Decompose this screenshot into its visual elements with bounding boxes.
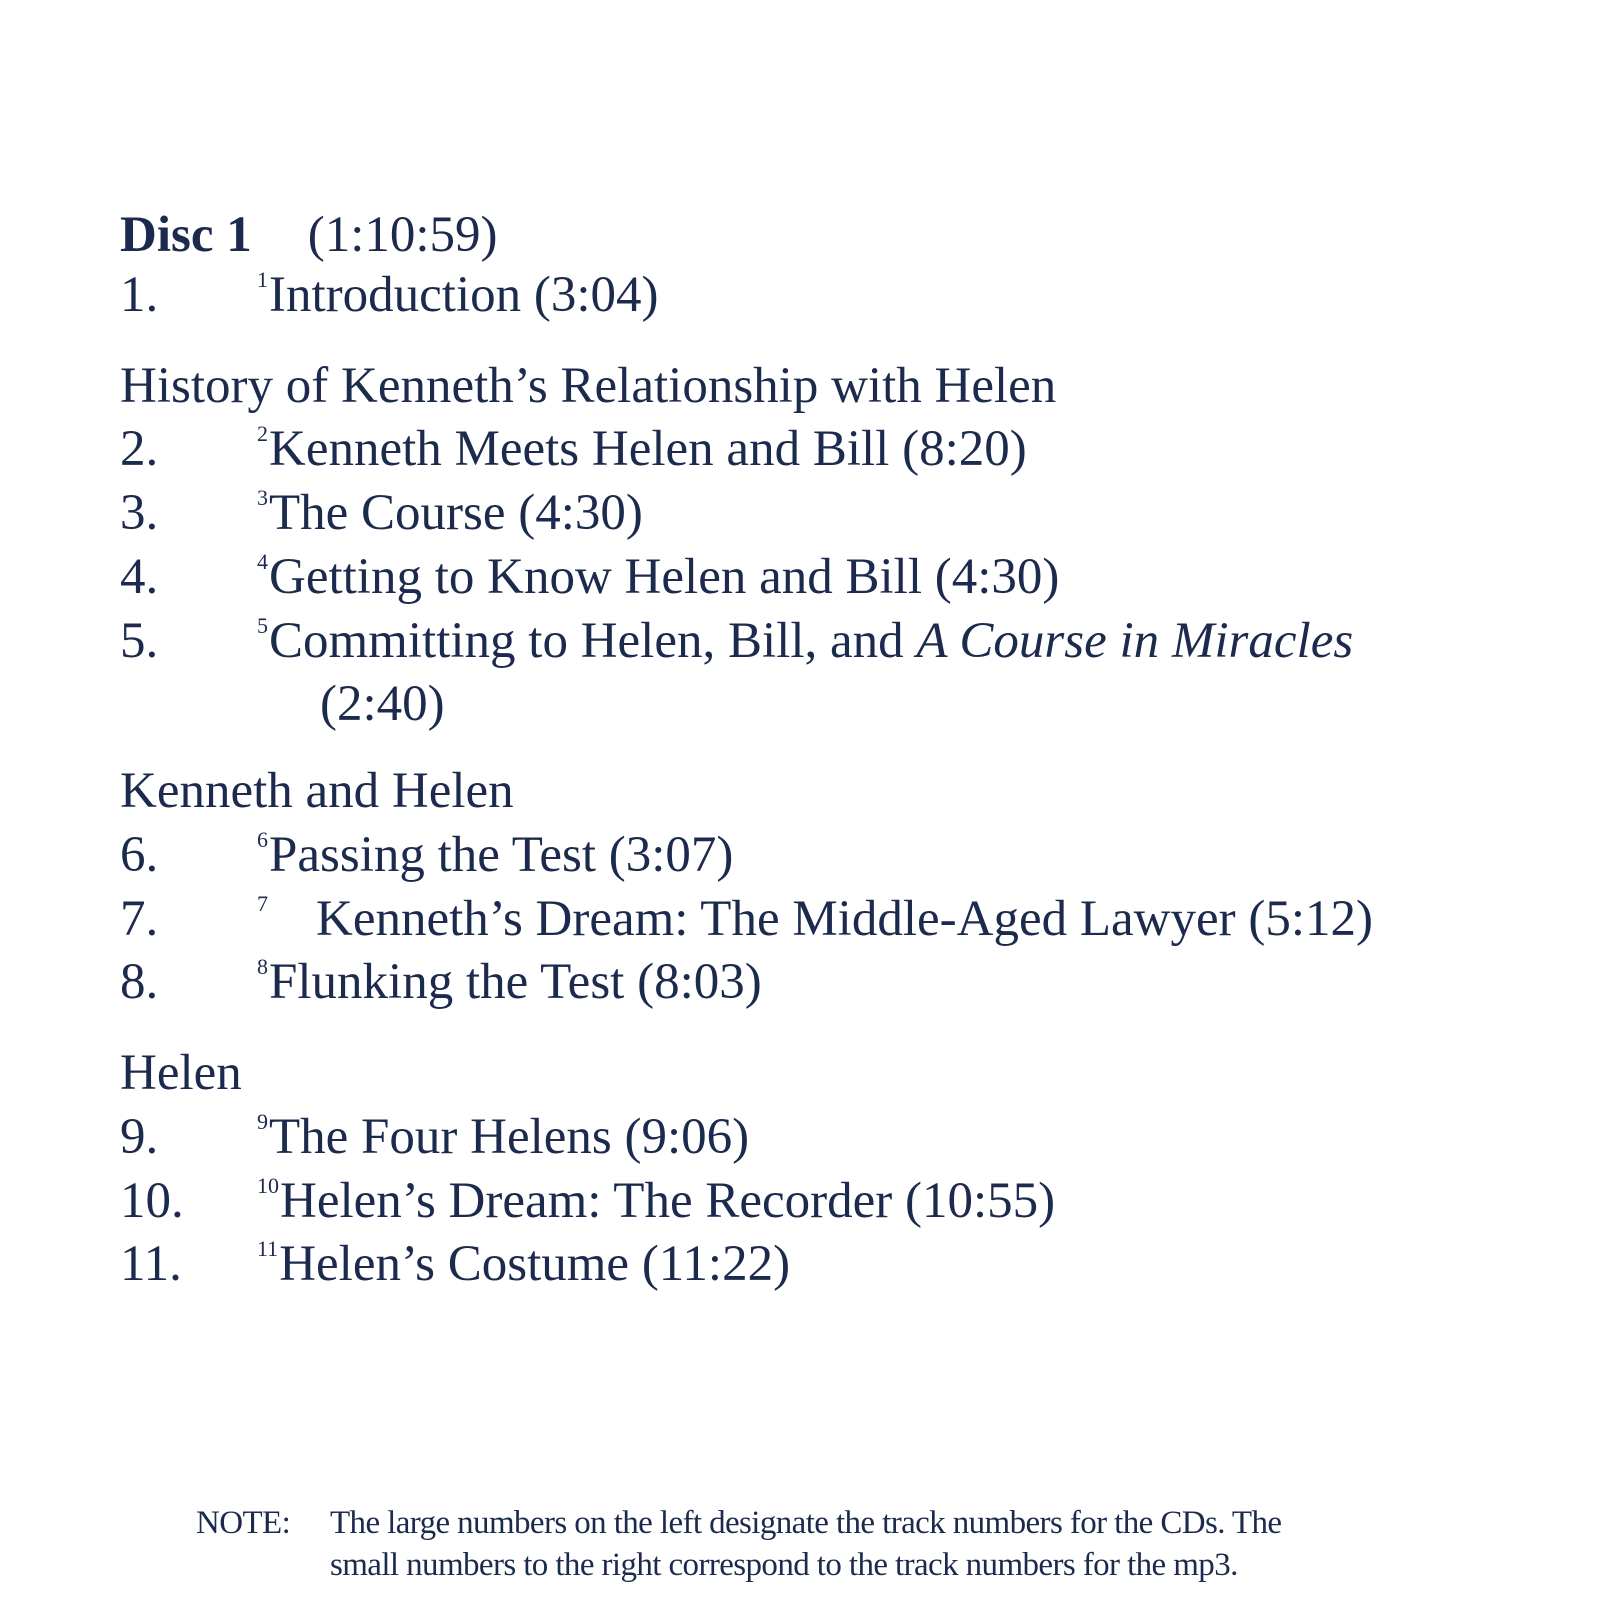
mp3-track-number: 11	[257, 1236, 279, 1261]
cd-track-number: 8.	[120, 954, 159, 1010]
mp3-track-number: 9	[257, 1109, 268, 1134]
note-line-2: small numbers to the right correspond to the track numbers for the mp3.	[330, 1547, 1238, 1583]
mp3-track-number: 7	[257, 891, 268, 916]
cd-track-number: 10.	[120, 1173, 184, 1229]
note-label: NOTE:	[196, 1505, 291, 1541]
mp3-track-number: 4	[257, 549, 268, 574]
mp3-track-number: 10	[257, 1173, 279, 1198]
cd-track-number: 6.	[120, 827, 159, 883]
cd-track-number: 4.	[120, 549, 159, 605]
track-title: Helen’s Dream: The Recorder (10:55)	[280, 1173, 1056, 1229]
mp3-track-number: 5	[257, 613, 268, 638]
section-heading: Helen	[120, 1045, 242, 1101]
track-title-italic: A Course in Miracles	[916, 613, 1354, 669]
track-title: Introduction (3:04)	[269, 267, 659, 323]
section-heading: Kenneth and Helen	[120, 763, 514, 819]
section-heading: History of Kenneth’s Relationship with Helen	[120, 358, 1057, 414]
mp3-track-number: 6	[257, 827, 268, 852]
track-title-continuation: (2:40)	[320, 676, 445, 732]
mp3-track-number: 2	[257, 421, 268, 446]
mp3-track-number: 3	[257, 485, 268, 510]
cd-track-number: 5.	[120, 613, 159, 669]
cd-track-number: 1.	[120, 267, 159, 323]
track-title: Getting to Know Helen and Bill (4:30)	[269, 549, 1060, 605]
cd-track-number: 7.	[120, 891, 159, 947]
track-title: Kenneth’s Dream: The Middle-Aged Lawyer (5:12)	[316, 891, 1373, 947]
track-title: Kenneth Meets Helen and Bill (8:20)	[269, 421, 1027, 477]
track-title: The Four Helens (9:06)	[269, 1109, 750, 1165]
cd-track-number: 2.	[120, 421, 159, 477]
disc-duration: (1:10:59)	[307, 207, 498, 263]
cd-track-number: 9.	[120, 1109, 159, 1165]
track-title: Committing to Helen, Bill, and	[269, 613, 917, 669]
track-title: Flunking the Test (8:03)	[269, 954, 762, 1010]
cd-track-number: 3.	[120, 485, 159, 541]
mp3-track-number: 1	[257, 267, 268, 292]
note-line-1: The large numbers on the left designate the track numbers for the CDs. The	[330, 1505, 1282, 1541]
track-title: Helen’s Costume (11:22)	[279, 1236, 791, 1292]
disc-label: Disc 1	[120, 207, 252, 263]
track-title: The Course (4:30)	[269, 485, 643, 541]
mp3-track-number: 8	[257, 954, 268, 979]
track-title: Passing the Test (3:07)	[269, 827, 734, 883]
cd-track-number: 11.	[120, 1236, 182, 1292]
note-text	[330, 1502, 1460, 1586]
disc-header	[120, 205, 498, 265]
